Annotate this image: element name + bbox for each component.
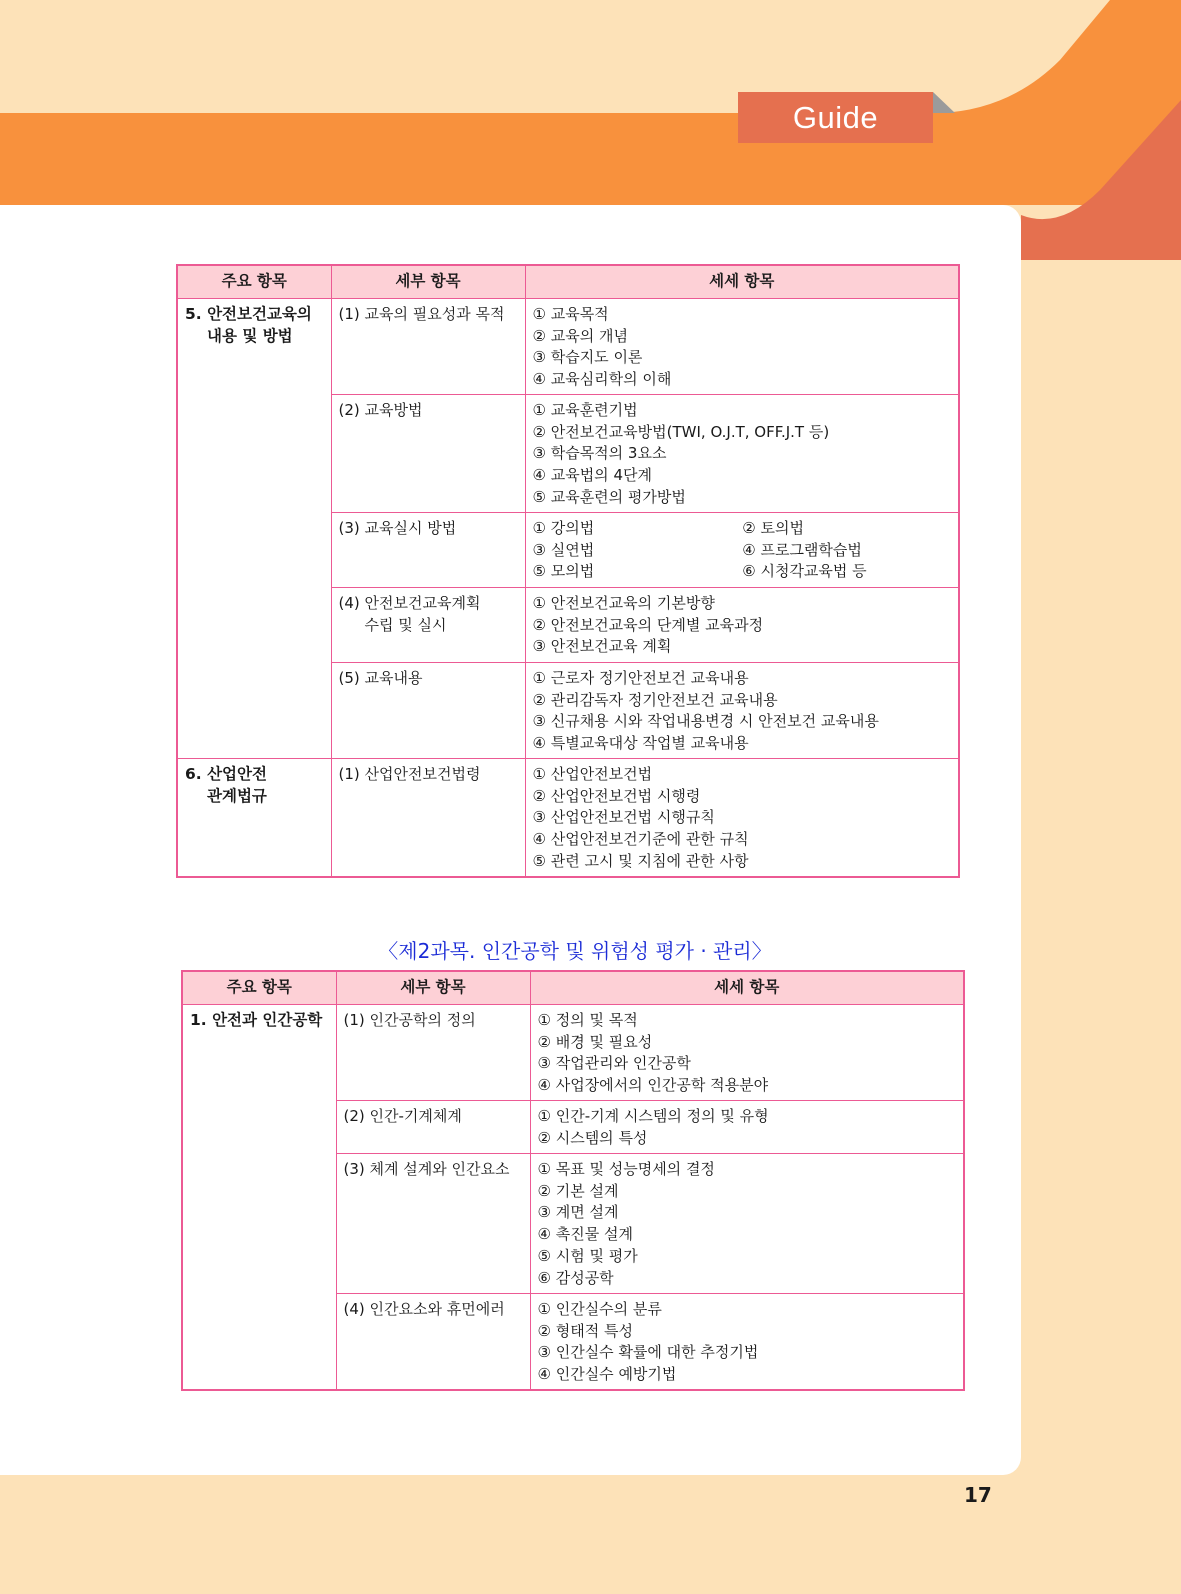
major-item-label: 내용 및 방법 bbox=[207, 326, 293, 345]
sub-item: (1) 산업안전보건법령 bbox=[331, 759, 525, 878]
sub-item: (1) 인간공학의 정의 bbox=[336, 1005, 530, 1101]
header-major: 주요 항목 bbox=[182, 971, 336, 1005]
header-sub: 세부 항목 bbox=[331, 265, 525, 299]
major-item-label: 1. 안전과 인간공학 bbox=[190, 1011, 323, 1029]
page-number: 17 bbox=[964, 1483, 992, 1507]
detail-list: ① 정의 및 목적 ② 배경 및 필요성 ③ 작업관리와 인간공학 ④ 사업장에서의 인간공학 적용분야 bbox=[530, 1005, 964, 1101]
sub-item: (1) 교육의 필요성과 목적 bbox=[331, 299, 525, 395]
detail-list: ① 인간실수의 분류 ② 형태적 특성 ③ 인간실수 확률에 대한 추정기법 ④ 인간실수 예방기법 bbox=[530, 1294, 964, 1391]
detail-list: ① 인간-기계 시스템의 정의 및 유형 ② 시스템의 특성 bbox=[530, 1101, 964, 1154]
header-major: 주요 항목 bbox=[177, 265, 331, 299]
sub-item: (5) 교육내용 bbox=[331, 663, 525, 759]
detail-list: ① 목표 및 성능명세의 결정 ② 기본 설계 ③ 계면 설계 ④ 촉진물 설계 ⑤ 시험 및 평가 ⑥ 감성공학 bbox=[530, 1154, 964, 1294]
detail-list: ① 산업안전보건법 ② 산업안전보건법 시행령 ③ 산업안전보건법 시행규칙 ④ 산업안전보건기준에 관한 규칙 ⑤ 관련 고시 및 지침에 관한 사항 bbox=[525, 759, 959, 878]
major-item-label: 6. 산업안전 bbox=[185, 765, 267, 783]
sub-item: (3) 교육실시 방법 bbox=[331, 513, 525, 588]
table-row bbox=[182, 1005, 964, 1101]
table-row bbox=[177, 759, 959, 878]
sub-item: (3) 체계 설계와 인간요소 bbox=[336, 1154, 530, 1294]
subject-title: 〈제2과목. 인간공학 및 위험성 평가 · 관리〉 bbox=[378, 939, 772, 963]
header-detail: 세세 항목 bbox=[530, 971, 964, 1005]
header-detail: 세세 항목 bbox=[525, 265, 959, 299]
header-sub: 세부 항목 bbox=[336, 971, 530, 1005]
major-item bbox=[182, 1005, 336, 1391]
syllabus-table-1 bbox=[176, 264, 960, 878]
sub-item: (2) 교육방법 bbox=[331, 395, 525, 513]
detail-list: ① 강의법 ② 토의법 ③ 실연법 ④ 프로그램학습법 ⑤ 모의법 ⑥ 시청각교육법 등 bbox=[525, 513, 959, 588]
syllabus-table-2 bbox=[181, 970, 965, 1391]
major-item-label: 5. 안전보건교육의 bbox=[185, 305, 312, 323]
detail-list: ① 교육목적 ② 교육의 개념 ③ 학습지도 이론 ④ 교육심리학의 이해 bbox=[525, 299, 959, 395]
table-row bbox=[177, 299, 959, 395]
major-item bbox=[177, 299, 331, 759]
sub-item: (2) 인간-기계체계 bbox=[336, 1101, 530, 1154]
detail-list: ① 교육훈련기법 ② 안전보건교육방법(TWI, O.J.T, OFF.J.T 등) ③ 학습목적의 3요소 ④ 교육법의 4단계 ⑤ 교육훈련의 평가방법 bbox=[525, 395, 959, 513]
sub-item: (4) 인간요소와 휴먼에러 bbox=[336, 1294, 530, 1391]
detail-list: ① 안전보건교육의 기본방향 ② 안전보건교육의 단계별 교육과정 ③ 안전보건교육 계획 bbox=[525, 588, 959, 663]
sub-item: (4) 안전보건교육계획 수립 및 실시 bbox=[331, 588, 525, 663]
guide-tab: Guide bbox=[738, 92, 933, 143]
major-item bbox=[177, 759, 331, 878]
major-item-label: 관계법규 bbox=[207, 786, 267, 805]
detail-list: ① 근로자 정기안전보건 교육내용 ② 관리감독자 정기안전보건 교육내용 ③ 신규채용 시와 작업내용변경 시 안전보건 교육내용 ④ 특별교육대상 작업별 교육내용 bbox=[525, 663, 959, 759]
